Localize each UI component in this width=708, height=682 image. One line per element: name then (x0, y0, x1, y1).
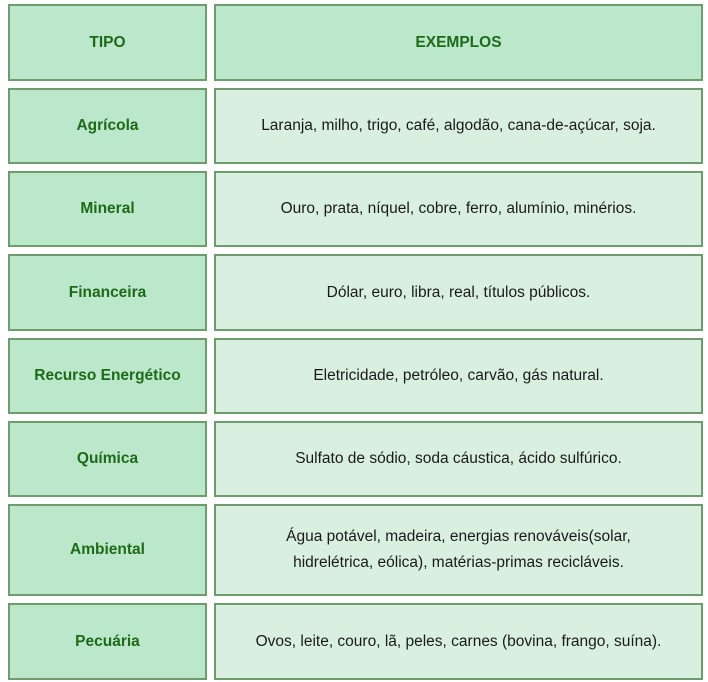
row-tipo: Química (8, 421, 207, 497)
row-tipo: Financeira (8, 254, 207, 331)
header-tipo: TIPO (8, 4, 207, 81)
header-exemplos: EXEMPLOS (214, 4, 703, 81)
row-tipo: Ambiental (8, 504, 207, 596)
row-exemplos: Laranja, milho, trigo, café, algodão, cana-de-açúcar, soja. (214, 88, 703, 164)
row-exemplos: Sulfato de sódio, soda cáustica, ácido sulfúrico. (214, 421, 703, 497)
row-tipo: Agrícola (8, 88, 207, 164)
row-exemplos: Ovos, leite, couro, lã, peles, carnes (bovina, frango, suína). (214, 603, 703, 680)
row-tipo: Pecuária (8, 603, 207, 680)
row-exemplos: Dólar, euro, libra, real, títulos públicos. (214, 254, 703, 331)
row-exemplos: Ouro, prata, níquel, cobre, ferro, alumínio, minérios. (214, 171, 703, 247)
row-exemplos: Água potável, madeira, energias renováveis(solar, hidrelétrica, eólica), matérias-primas recicláveis. (214, 504, 703, 596)
row-tipo: Recurso Energético (8, 338, 207, 414)
row-tipo: Mineral (8, 171, 207, 247)
row-exemplos: Eletricidade, petróleo, carvão, gás natural. (214, 338, 703, 414)
